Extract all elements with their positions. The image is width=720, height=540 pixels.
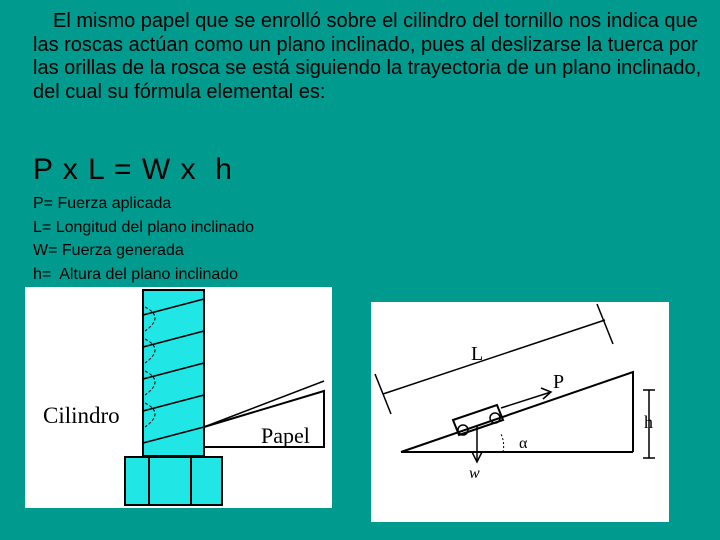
definition-item: W= Fuerza generada [33,242,184,260]
angle-arc [501,434,504,452]
definitions-list [33,192,254,286]
cylinder-paper-figure [25,287,332,508]
inclined-plane-drawing [371,302,669,522]
label-paper: Papel [261,423,310,448]
label-height: h [644,412,653,432]
length-dimension-tick [597,304,613,344]
inclined-plane-figure [371,302,669,522]
definition-item: L= Longitud del plano inclinado [33,218,255,236]
definition-item: h= Altura del plano inclinado [33,265,239,283]
force-arrow-p [501,392,551,408]
body-paragraph: El mismo papel que se enrolló sobre el cilindro del tornillo nos indica que las roscas actúan como un plano inclinado, pues al deslizarse la tuerca por las orillas de la rosca se está siguiendo la trayectoria de un plano inclinado, del cual su fórmula elemental es: [33,10,702,103]
label-weight: w [469,465,480,482]
formula: P x L = W x h [33,153,233,186]
length-dimension-tick [375,374,391,414]
cylinder-body [143,290,204,456]
label-length: L [471,343,484,365]
label-alpha: α [519,435,528,452]
length-dimension-line [383,320,605,394]
ramp-outline [401,372,633,452]
label-force-p: P [553,371,565,393]
cylinder-paper-drawing [25,287,332,508]
definition-item: P= Fuerza aplicada [33,195,172,212]
paper-edge [204,381,324,427]
bolt-head [125,457,222,505]
label-cylinder: Cilindro [43,403,120,428]
